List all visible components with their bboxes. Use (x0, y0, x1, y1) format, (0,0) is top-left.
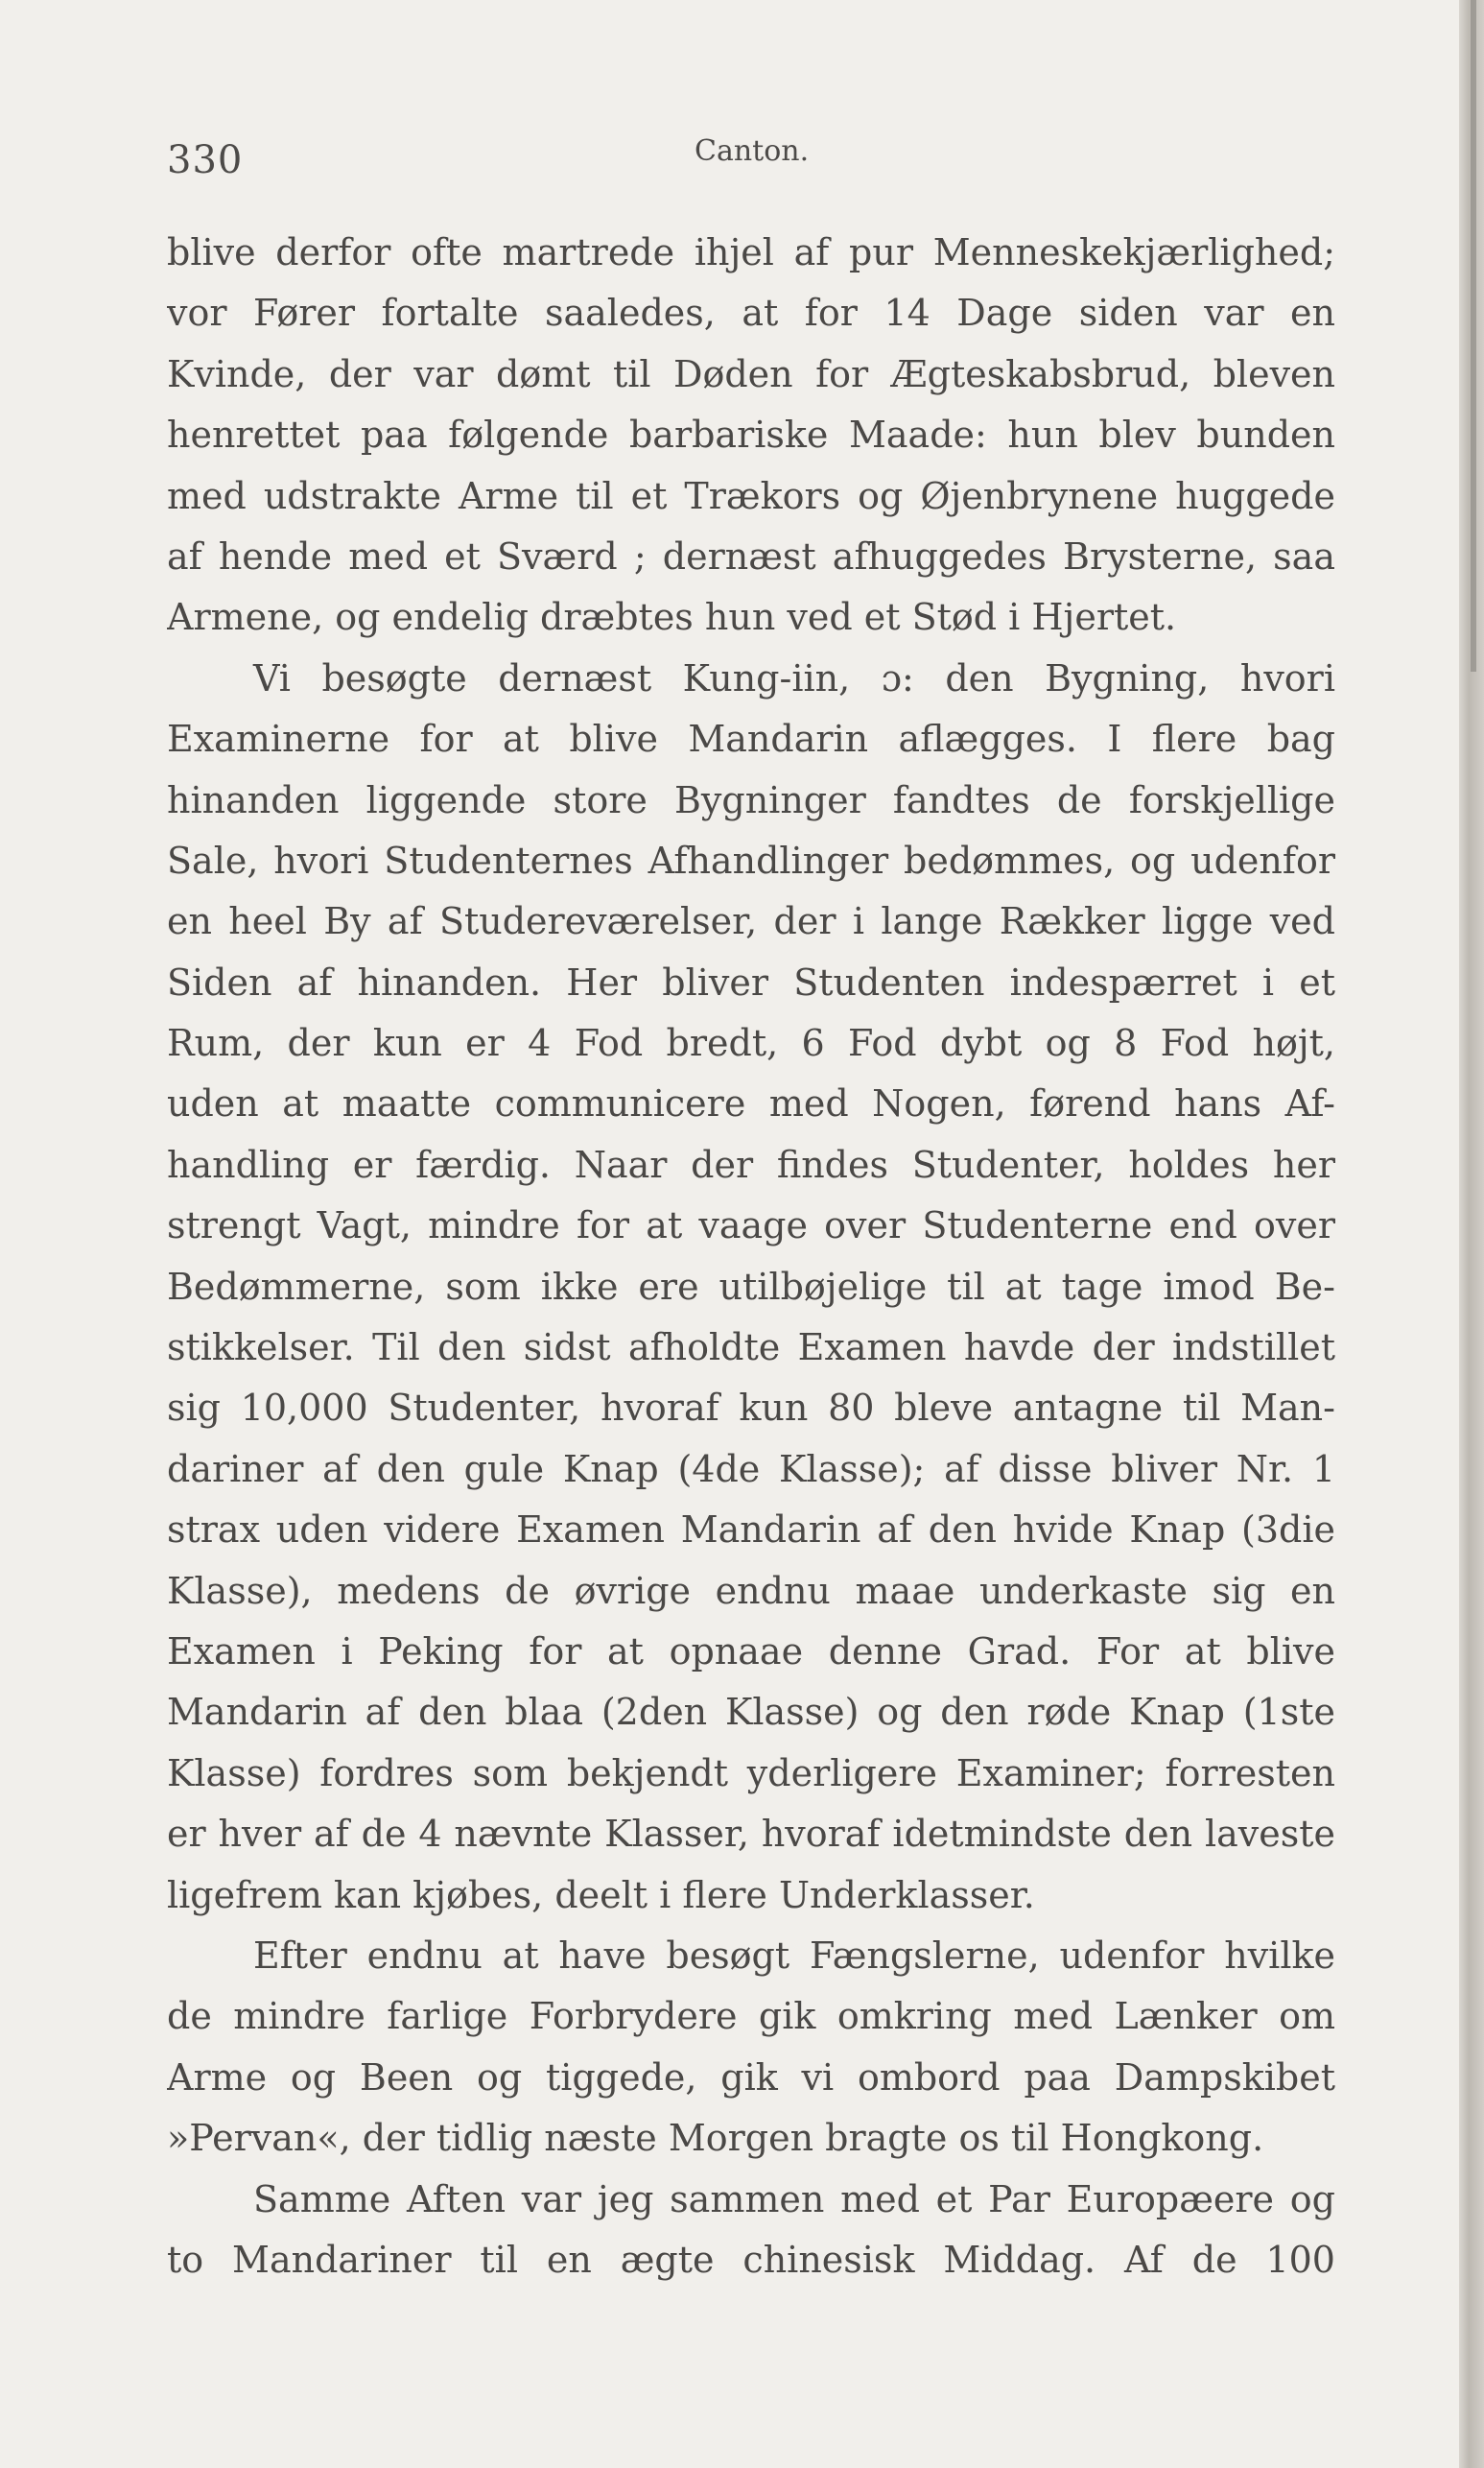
text-line: Arme og Been og tiggede, gik vi ombord paa Dampskibet (167, 2055, 1335, 2099)
text-line: handling er færdig. Naar der findes Studenter, holdes her (167, 1143, 1335, 1186)
text-line: ligefrem kan kjøbes, deelt i flere Underklasser. (167, 1873, 1035, 1916)
text-line: Siden af hinanden. Her bliver Studenten indespærret i et (167, 961, 1335, 1004)
text-line: Armene, og endelig dræbtes hun ved et Stød i Hjertet. (167, 596, 1177, 639)
text-line: stikkelser. Til den sidst afholdte Examen havde der indstillet (167, 1326, 1335, 1369)
text-line: henrettet paa følgende barbariske Maade: hun blev bunden (167, 414, 1335, 457)
text-line: Vi besøgte dernæst Kung-iin, ɔ: den Bygning, hvori (253, 656, 1335, 700)
text-line: Examinerne for at blive Mandarin aflægges. I flere bag (167, 718, 1335, 761)
text-line: Mandarin af den blaa (2den Klasse) og den røde Knap (1ste (167, 1691, 1335, 1734)
text-line: vor Fører fortalte saaledes, at for 14 Dage siden var en (167, 292, 1335, 335)
text-line: »Pervan«, der tidlig næste Morgen bragte os til Hongkong. (167, 2117, 1264, 2160)
text-line: en heel By af Studereværelser, der i lange Rækker ligge ved (167, 900, 1335, 943)
page-number: 330 (167, 138, 244, 182)
text-line: hinanden liggende store Bygninger fandtes de forskjellige (167, 778, 1335, 821)
text-line: Samme Aften var jeg sammen med et Par Europæere og (253, 2177, 1335, 2220)
text-line: strax uden videre Examen Mandarin af den hvide Knap (3die (167, 1508, 1335, 1552)
text-line: Rum, der kun er 4 Fod bredt, 6 Fod dybt og 8 Fod højt, (167, 1022, 1335, 1065)
text-line: med udstrakte Arme til et Trækors og Øjenbrynene huggede (167, 474, 1335, 517)
page-edge-shadow (1471, 0, 1476, 672)
text-line: de mindre farlige Forbrydere gik omkring med Lænker om (167, 1995, 1335, 2038)
text-line: strengt Vagt, mindre for at vaage over Studenterne end over (167, 1204, 1335, 1247)
text-line: to Mandariner til en ægte chinesisk Middag. Af de 100 (167, 2238, 1335, 2281)
text-line: uden at maatte communicere med Nogen, førend hans Af- (167, 1082, 1335, 1126)
text-line: blive derfor ofte martrede ihjel af pur Menneskekjærlighed; (167, 231, 1335, 273)
text-line: Examen i Peking for at opnaae denne Grad. For at blive (167, 1629, 1335, 1673)
text-line: Bedømmerne, som ikke ere utilbøjelige til at tage imod Be- (167, 1265, 1335, 1308)
running-title: Canton. (695, 134, 810, 168)
text-line: sig 10,000 Studenter, hvoraf kun 80 bleve antagne til Man- (167, 1387, 1335, 1430)
text-line: dariner af den gule Knap (4de Klasse); af disse bliver Nr. 1 (167, 1447, 1335, 1490)
text-line: Kvinde, der var dømt til Døden for Ægteskabsbrud, bleven (167, 352, 1335, 395)
text-line: af hende med et Sværd ; dernæst afhuggedes Brysterne, saa (167, 534, 1335, 578)
text-line: er hver af de 4 nævnte Klasser, hvoraf idetmindste den laveste (167, 1813, 1335, 1856)
body-text (167, 223, 1335, 2290)
text-line: Klasse) fordres som bekjendt yderligere Examiner; forresten (167, 1751, 1335, 1794)
running-head (167, 125, 1337, 182)
text-line: Sale, hvori Studenternes Afhandlinger bedømmes, og udenfor (167, 839, 1335, 882)
text-line: Klasse), medens de øvrige endnu maae underkaste sig en (167, 1569, 1335, 1612)
text-line: Efter endnu at have besøgt Fængslerne, udenfor hvilke (253, 1934, 1335, 1977)
